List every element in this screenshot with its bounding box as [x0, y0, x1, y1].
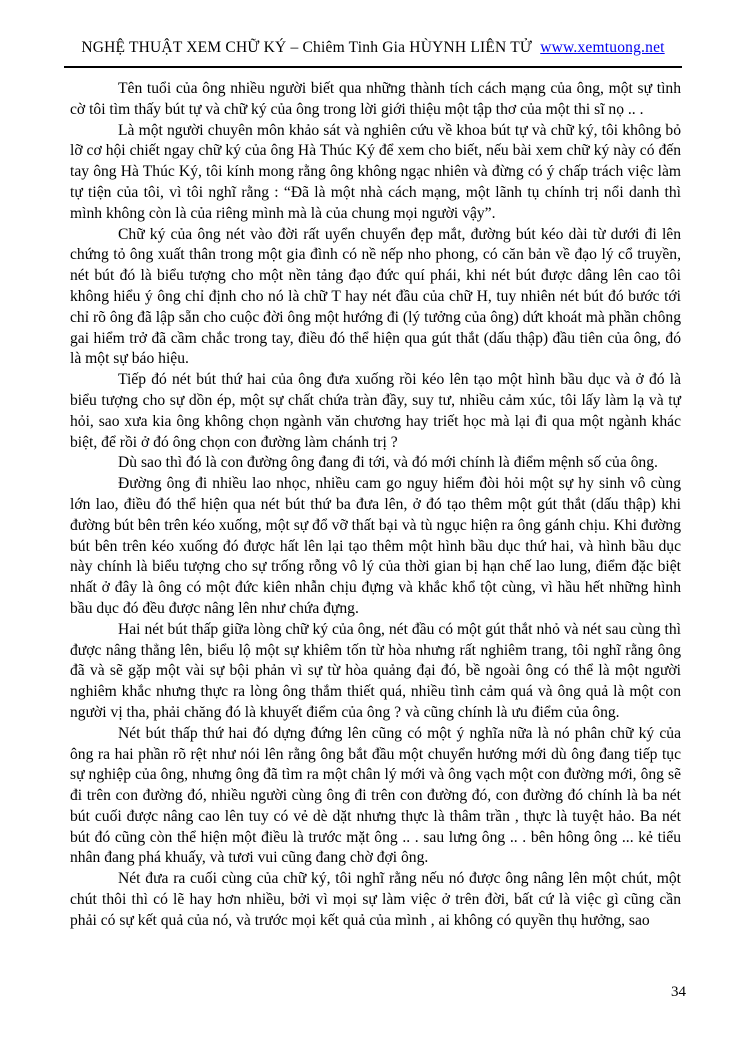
paragraph: Nét đưa ra cuối cùng của chữ ký, tôi nghĩ rằng nếu nó được ông nâng lên một chút, một chút thôi thì có lẽ hay hơn nhiều, bởi vì mọi sự làm việc ở trên đời, bất cứ là việc gì cũng cần phải có sự kết quả của nó, và trước mọi kết quả của mình , ai không có quyền thụ hưởng, sao: [70, 870, 681, 929]
header-divider: [64, 66, 682, 68]
paragraph: Tiếp đó nét bút thứ hai của ông đưa xuống rồi kéo lên tạo một hình bầu dục và ở đó là biểu tượng cho sự dồn ép, một sự chất chứa tràn đầy, suy tư, nhiều cảm xúc, tôi lấy làm lạ và tự hỏi, sao xưa kia ông không chọn ngành văn chương hay triết học mà lại đi qua một ngành khác biệt, để rồi ở đó ông chọn con đường làm chánh trị ?: [70, 371, 681, 451]
paragraph: Dù sao thì đó là con đường ông đang đi tới, và đó mới chính là điểm mệnh số của ông.: [118, 454, 658, 472]
paragraph: Nét bút thấp thứ hai đó dựng đứng lên cũng có một ý nghĩa nữa là nó phân chữ ký của ông ra hai phần rõ rệt như nói lên rằng ông bắt đầu một chuyển hướng mới dù ông đang tiếp tục sự nghiệp của ông, nhưng ông đã tìm ra một chân lý mới và ông vạch một con đường mới, ông sẽ đi trên con đường đó, nhiều người cùng ông đi trên con đường đó, con đường đó chính là ba nét bút cuối được nâng cao lên tuy có vẻ dè dặt nhưng thực là thâm trần , thực là tuyệt hảo. Ba nét bút đó cũng còn thể hiện một điều là trước mặt ông .. . sau lưng ông .. . bên hông ông ... kẻ tiểu nhân đang phá khuấy, và tươi vui cũng đang chờ đợi ông.: [70, 724, 681, 867]
paragraph: Chữ ký của ông nét vào đời rất uyển chuyển đẹp mắt, đường bút kéo dài từ dưới đi lên chứng tỏ ông xuất thân trong một gia đình có nề nếp nho phong, có căn bản về đạo lý cổ truyền, nét bút đó là biểu tượng cho một nền tảng đạo đức quí phái, khi nét bút được dâng lên cao tôi không hiểu ý ông chỉ định cho nó là chữ T hay nét đầu của chữ H, tuy nhiên nét bút đó bước tới chỉ rõ ông đã lập sẵn cho cuộc đời ông một hướng đi (lý tưởng của ông) dứt khoát mà phần chông gai hiểm trở đã cầm chắc trong tay, điều đó thể hiện qua gút thắt (dấu thập) đầu tiên của ông, đó là một sự báo hiệu.: [70, 225, 681, 368]
paragraph: Hai nét bút thấp giữa lòng chữ ký của ông, nét đầu có một gút thắt nhỏ và nét sau cùng thì được nâng thẳng lên, biểu lộ một sự khiêm tốn từ hòa nhưng rất nghiêm trang, tôi nghĩ rằng ông đã và sẽ gặp một vài sự bội phản vì sự từ hòa quảng đại đó, bề ngoài ông có thể là một người nghiêm khắc nhưng thực ra lòng ông thắm thiết quá, nhiều tình cảm quá và ông quả là một con người vị tha, phải chăng đó là khuyết điểm của ông ? và cũng chính là ưu điểm của ông.: [70, 620, 681, 721]
document-body: [70, 79, 681, 932]
header-link[interactable]: www.xemtuong.net: [540, 39, 665, 56]
paragraph: Đường ông đi nhiều lao nhọc, nhiều cam go nguy hiểm đòi hỏi một sự hy sinh vô cùng lớn lao, điều đó thể hiện qua nét bút thứ ba đưa lên, ở đó tạo thêm một gút thắt (dấu thập) khi đường bút bên trên kéo xuống, một sự đổ vỡ thất bại và tù ngục hiện ra ông gánh chịu. Khi đường bút bên trên kéo xuống đó được hất lên lại tạo thêm một hình bầu dục thứ hai, và hình bầu dục này chính là biểu tượng cho sự trống rỗng vô lý của thời gian bị hạn chế lao lung, điểm đặc biệt nhất ở đây là ông có một đức kiên nhẫn chịu đựng và khắc khổ tột cùng, vì hầu hết những hình bầu dục đó đều được nâng lên như chứa đựng.: [70, 475, 681, 617]
paragraph: Là một người chuyên môn khảo sát và nghiên cứu về khoa bút tự và chữ ký, tôi không bỏ lỡ cơ hội chiết ngay chữ ký của ông Hà Thúc Ký để xem cho biết, nếu bài xem chữ ký này có đến tay ông Hà Thúc Ký, tôi kính mong rằng ông không ngạc nhiên và đừng có ý chấp trách việc làm tự tiện của tôi, vì tôi nghĩ rằng : “Đã là một nhà cách mạng, một lãnh tụ chính trị nổi danh thì mình không còn là của riêng mình mà là của chung mọi người vậy”.: [70, 121, 681, 222]
paragraph: Tên tuổi của ông nhiều người biết qua những thành tích cách mạng của ông, một sự tình cờ tôi tìm thấy bút tự và chữ ký của ông trong lời giới thiệu một tập thơ của một thi sĩ nọ .. .: [70, 80, 681, 118]
header-title: NGHỆ THUẬT XEM CHỮ KÝ – Chiêm Tinh Gia HÙYNH LIÊN TỬ: [81, 39, 533, 56]
page-header: [64, 38, 682, 58]
page-number: 34: [671, 984, 686, 1000]
